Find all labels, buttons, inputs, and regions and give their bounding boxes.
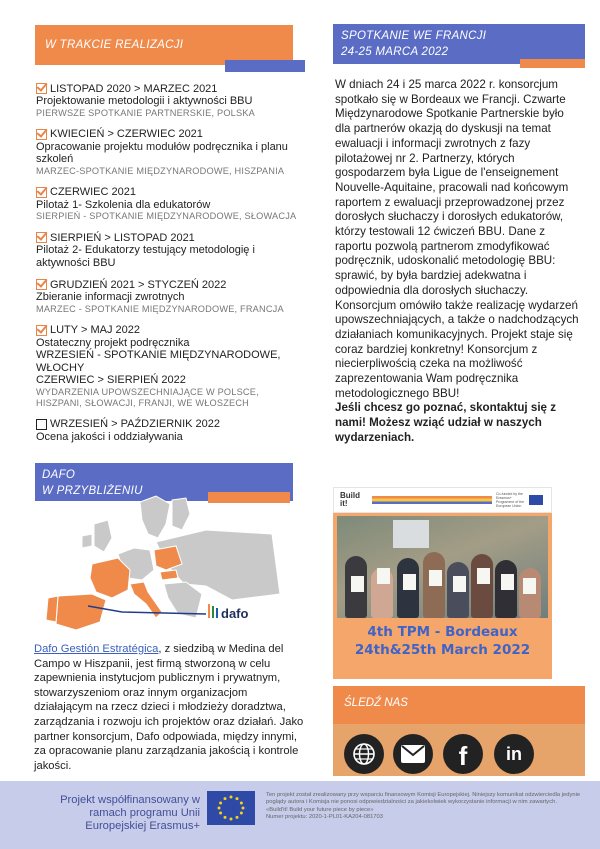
linkedin-glyph: in xyxy=(506,743,522,764)
map-france xyxy=(90,558,130,598)
photo-person xyxy=(471,554,493,618)
timeline-title: Projektowanie metodologii i aktywności BBU xyxy=(36,95,253,107)
timeline-item-header xyxy=(36,278,306,291)
strip-stripes xyxy=(372,496,492,504)
section-banner-in-progress xyxy=(35,25,293,65)
follow-title: ŚLEDŹ NAS xyxy=(344,697,408,709)
photo-paper xyxy=(429,570,442,586)
checkbox-checked-icon xyxy=(36,279,47,290)
section-title-france xyxy=(341,28,486,60)
checkbox-empty-icon xyxy=(36,419,47,430)
map-spain xyxy=(56,594,106,630)
meeting-photo-card xyxy=(333,487,552,679)
dafo-title-line1: DAFO xyxy=(42,469,76,481)
timeline-dates: CZERWIEC 2021 xyxy=(50,186,136,198)
article xyxy=(335,78,579,446)
checkbox-checked-icon xyxy=(36,232,47,243)
footer-disclaimer xyxy=(266,792,586,822)
article-body: W dniach 24 i 25 marca 2022 r. konsorcjum spotkało się w Bordeaux we Francji. Czwarte Międzynarodowe Spotkanie Partnerskie było dla partnerów okazją do dyskusji na temat ewaluacji i informacji zwrotnych z fazy pilotażowej nr 2. Partnerzy, których gospodarzem była Ligue de l'enseignement Nouvelle-Aquitaine, pracowali nad końcowym raportem z ewaluacji przeprowadzonej przez dorosłych słuchaczy i dorosłych edukatorów, którzy testowali 12 ćwiczeń BBU. Dane z raportu pozwolą partnerom zmodyfikować podręcznik, udoskonalić metodologię BBU: sprawić, by była bardziej adekwatna i odpowiednia dla dorosłych słuchaczy. Konsorcjum omówiło także realizację wydarzeń upowszechniających, a także o nadchodzących działaniach komunikacyjnych. Projekt staje się coraz bardziej konkretny! Konsorcjum z niecierpliwością czeka na możliwość zaprezentowania Wam podręcznika metodologicznego BBU! xyxy=(335,78,579,400)
timeline-title: Zbieranie informacji zwrotnych xyxy=(36,291,185,303)
timeline-item xyxy=(36,82,306,119)
photo-paper xyxy=(523,578,536,594)
footer-project-number: Numer projektu: 2020-1-PL01-KA204-081703 xyxy=(266,814,383,821)
timeline-dates: WRZESIEŃ > PAŹDZIERNIK 2022 xyxy=(50,418,221,430)
timeline-item-header xyxy=(36,128,306,141)
timeline xyxy=(36,82,306,452)
photo-paper xyxy=(501,574,514,590)
timeline-item-header xyxy=(36,418,306,431)
facebook-icon[interactable] xyxy=(443,734,483,774)
timeline-title: Opracowanie projektu modułów podręcznika i planu szkoleń xyxy=(36,140,288,165)
photo-logo-strip xyxy=(333,487,552,513)
timeline-dates: LUTY > MAJ 2022 xyxy=(50,324,140,336)
checkbox-checked-icon xyxy=(36,187,47,198)
linkedin-icon[interactable] xyxy=(494,734,534,774)
banner-accent xyxy=(225,60,305,72)
timeline-subtitle: SIERPIEŃ - SPOTKANIE MIĘDZYNARODOWE, SŁOWACJA xyxy=(36,211,297,221)
photo-paper xyxy=(377,568,390,584)
timeline-item xyxy=(36,186,306,223)
photo-paper xyxy=(453,576,466,592)
timeline-subtitle: WYDARZENIA UPOWSZECHNIAJĄCE W POLSCE, HISZPANI, SŁOWACJI, FRANJI, WE WŁOSZECH xyxy=(36,386,259,408)
photo-caption xyxy=(333,623,552,659)
dafo-title-line2: W PRZYBLIŻENIU xyxy=(42,485,143,497)
map-portugal xyxy=(46,596,58,622)
photo-caption-line2: 24th&25th March 2022 xyxy=(354,642,531,658)
globe-icon[interactable] xyxy=(344,734,384,774)
photo-paper xyxy=(403,574,416,590)
dafo-logo-text: dafo xyxy=(221,606,249,621)
photo-paper xyxy=(477,568,490,584)
eu-flag-icon xyxy=(207,791,255,825)
timeline-subtitle: MARZEC - SPOTKANIE MIĘDZYNARODOWE, FRANCJA xyxy=(36,303,284,314)
timeline-title: Pilotaż 1- Szkolenia dla edukatorów xyxy=(36,198,211,211)
timeline-title: Ocena jakości i oddziaływania xyxy=(36,430,183,443)
section-title-in-progress: W TRAKCIE REALIZACJI xyxy=(45,39,184,51)
dafo-description-text: , z siedzibą w Medina del Campo w Hiszpanii, jest firmą stworzoną w celu zapewnienia instytucjom publicznym i prywatnym, stowarzyszeniom oraz innym organizacjom działającym na rzecz dzieci i młodzieży doradztwa, zarządzania i rozwoju ich projektów oraz działań. Jako partner konsorcjum, Dafo odpowiada, między innymi, za opracowanie planu zarządzania jakością i kontrole jakości. xyxy=(34,643,304,772)
timeline-item xyxy=(36,278,306,315)
checkbox-checked-icon xyxy=(36,129,47,140)
timeline-dates: KWIECIEŃ > CZERWIEC 2021 xyxy=(50,128,203,140)
timeline-item-header xyxy=(36,231,306,244)
banner-accent xyxy=(520,59,585,68)
checkbox-checked-icon xyxy=(36,83,47,94)
timeline-dates: GRUDZIEŃ 2021 > STYCZEŃ 2022 xyxy=(50,278,227,291)
timeline-item xyxy=(36,324,306,409)
build-it-logo: Build it! xyxy=(340,491,360,508)
footer-disclaimer-text: Ten projekt został zrealizowany przy wsparciu finansowym Komisji Europejskiej. Niniejszy komunikat odzwierciedla jedynie poglądy autora i Komisja nie ponosi odpowiedzialności za jakiekolwiek wykorzystanie informacji w nim zawartych. xyxy=(266,792,581,806)
map-finland xyxy=(172,498,190,530)
eu-flag-small-icon xyxy=(529,495,543,505)
timeline-dates: SIERPIEŃ > LISTOPAD 2021 xyxy=(50,231,195,244)
map-ireland xyxy=(82,534,92,548)
footer-tagline: «Build'it! Build your future piece by piece» xyxy=(266,806,374,813)
photo-caption-line1: 4th TPM - Bordeaux xyxy=(367,624,518,640)
dafo-link[interactable]: Dafo Gestión Estratégica xyxy=(34,643,159,655)
europe-map xyxy=(36,494,280,634)
meeting-photo xyxy=(337,516,548,618)
france-title-line1: SPOTKANIE WE FRANCJI xyxy=(341,30,487,42)
timeline-item-header xyxy=(36,186,306,199)
timeline-subtitle: PIERWSZE SPOTKANIE PARTNERSKIE, POLSKA xyxy=(36,107,255,118)
mail-icon[interactable] xyxy=(393,734,433,774)
timeline-title: Ostateczny projekt podręcznika WRZESIEŃ - SPOTKANIE MIĘDZYNARODOWE, WŁOCHY CZERWIEC > SIERPIEŃ 2022 xyxy=(36,336,281,386)
eu-stars xyxy=(207,791,255,825)
photo-screen xyxy=(393,520,429,548)
timeline-subtitle: MARZEC-SPOTKANIE MIĘDZYNARODOWE, HISZPANIA xyxy=(36,165,285,176)
france-title-line2: 24-25 MARCA 2022 xyxy=(341,46,449,58)
footer-funding-text: Projekt współfinansowany w ramach programu Unii Europejskiej Erasmus+ xyxy=(60,794,200,832)
timeline-item-header xyxy=(36,324,306,337)
facebook-glyph: f xyxy=(458,740,468,771)
article-cta: Jeśli chcesz go poznać, skontaktuj się z nami! Możesz wziąć udział w naszych wydarzeniach. xyxy=(335,401,557,444)
globe-glyph xyxy=(352,742,376,766)
map-scandinavia xyxy=(140,496,170,538)
timeline-item xyxy=(36,418,306,444)
map-uk xyxy=(94,520,112,552)
checkbox-checked-icon xyxy=(36,325,47,336)
strip-funding-text: Co-funded by the Erasmus+ Programme of the European Union xyxy=(496,492,525,508)
section-banner-france xyxy=(333,24,585,64)
timeline-title: Pilotaż 2- Edukatorzy testujący metodologię i aktywności BBU xyxy=(36,244,255,269)
map-slovakia xyxy=(160,570,178,580)
timeline-item xyxy=(36,128,306,177)
footer xyxy=(0,781,600,849)
timeline-item-header xyxy=(36,82,306,95)
dafo-description xyxy=(34,642,304,773)
timeline-dates: LISTOPAD 2020 > MARZEC 2021 xyxy=(50,82,218,95)
photo-paper xyxy=(351,576,364,592)
mail-glyph xyxy=(400,744,426,764)
timeline-item xyxy=(36,231,306,269)
